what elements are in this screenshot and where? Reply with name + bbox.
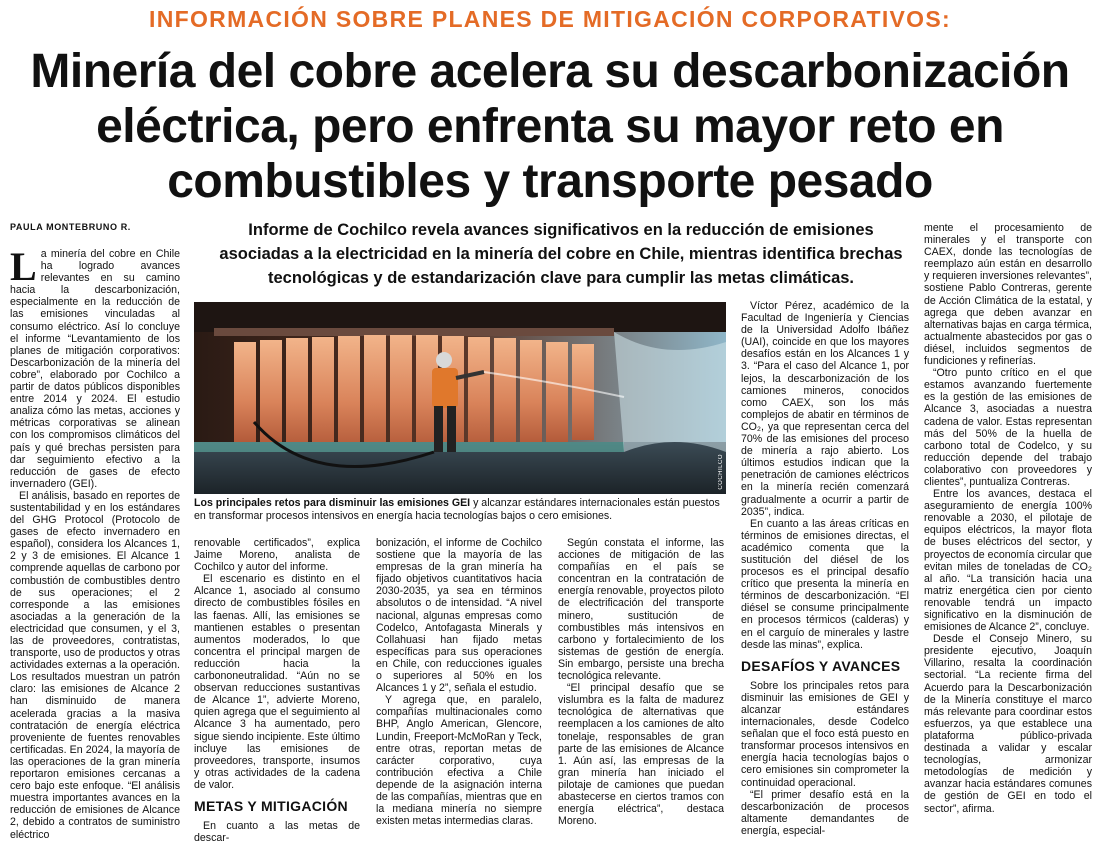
photo-credit: COCHILCO [718,454,724,490]
byline: PAULA MONTEBRUNO R. [10,222,131,232]
article-paragraph: “Otro punto crítico en el que estamos avanzando fuertemente es la gestión de las emisiones de Alcance 3, asociadas a nuestra cadena de valor. Estas representan más del 50% de la huella de carbono total de Codelco, y su reducción depende del trabajo colaborativo con proveedores y clientes”, puntualiza Contreras. [924,367,1092,488]
headline-line: eléctrica, pero enfrenta su mayor reto en [96,100,1004,153]
article-paragraph: En cuanto a las metas de descar- [194,820,360,844]
article-photo [194,302,726,494]
photo-caption: Los principales retos para disminuir las emisiones GEI y alcanzar estándares internacionales están puestos en transformar procesos intensivos en energía hacia tecnologías bajos o cero emisiones. [194,497,720,522]
copper-cathodes-photo [194,302,726,494]
article-column-5 [741,300,909,837]
kicker: INFORMACIÓN SOBRE PLANES DE MITIGACIÓN CORPORATIVOS: [149,6,951,32]
lead-paragraph: Informe de Cochilco revela avances significativos en la reducción de emisiones asociadas a la electricidad en la minería del cobre en Chile, mientras identifica brechas tecnológicas y de estandarización clave para cumplir las metas climáticas. [219,221,903,287]
article-paragraph: Víctor Pérez, académico de la Facultad de Ingeniería y Ciencias de la Universidad Adolfo Ibáñez (UAI), coincide en que los mayores desafíos están en los Alcances 1 y 3. “Para el caso del Alcance 1, por lejos, la descarbonización de los camiones mineros, conocidos como CAEX, son los más complejos de abatir en términos de CO₂, ya que representan cerca del 70% de las emisiones del proceso de minería a rajo abierto. Los últimos estudios indican que la penetración de camiones eléctricos en la minería recién comenzará gradualmente a ocurrir a partir de 2035”, indica. [741,300,909,518]
drop-cap: L [10,244,37,289]
article-column-2 [194,537,360,844]
article-paragraph: “El primer desafío está en la descarbonización de procesos altamente demandantes de energía, especial- [741,788,909,837]
article-paragraph: Según constata el informe, las acciones de mitigación de las compañías en el país se concentran en la contratación de energía renovable, proyectos piloto de electrificación del transporte minero, sustitución de combustibles más intensivos en carbono y fortalecimiento de los sistemas de gestión de energía. Sin embargo, persiste una brecha tecnológica relevante. [558,537,724,683]
article-paragraph: El análisis, basado en reportes de sustentabilidad y en los estándares del GHG Protocol (Protocolo de gases de efecto invernadero en español), considera los Alcances 1, 2 y 3 de emisiones. El Alcance 1 comprende aquellas de carbono por combustión de combustibles dentro de sus operaciones; el 2 corresponde a las emisiones asociadas a la generación de la electricidad que consumen, y el 3, las de proveedores, contratistas, transporte, uso de productos y otras actividades externas a la operación. Los resultados muestran un patrón claro: las emisiones de Alcance 2 han disminuido de manera acelerada gracias a la masiva contratación de energía eléctrica proveniente de fuentes renovables certificadas. En 2024, la mayoría de las operaciones de la gran minería reportaron emisiones cercanas a cero bajo este enfoque. “El análisis muestra importantes avances en la reducción de emisiones de Alcance 2, debido a contratos de suministro eléctrico [10,489,180,841]
article-paragraph: Desde el Consejo Minero, su presidente ejecutivo, Joaquín Villarino, resalta la coordinación sectorial. “La reciente firma del Acuerdo para la Descarbonización de la Minería constituye el marco más relevante para coordinar estos esfuerzos, ya que establece una plataforma público-privada destinada a validar y escalar tecnologías, armonizar metodologías de medición y avanzar hacia estándares comunes de gestión de GEI en todo el sector”, afirma. [924,633,1092,815]
article-paragraph: “El principal desafío que se vislumbra es la falta de madurez tecnológica de alternativas que reemplacen a los camiones de alto tonelaje, responsables de gran parte de las emisiones de Alcance 1. Aún así, las empresas de la gran minería han iniciado el pilotaje de camiones que puedan abastecerse en ciertos tramos con energía eléctrica”, destaca Moreno. [558,682,724,828]
article-paragraph: El escenario es distinto en el Alcance 1, asociado al consumo directo de combustibles fósiles en las faenas. Allí, las emisiones se mantienen estables o presentan aumentos moderados, lo que concentra el principal margen de reducción hacia la carbononeutralidad. “Aún no se observan reducciones sustantivas de Alcance 1”, advierte Moreno, quien agrega que el seguimiento al Alcance 3 ha aumentado, pero sigue siendo incipiente. Este último incluye las emisiones de proveedores, transporte, insumos y otras actividades de la cadena de valor. [194,573,360,791]
article-column-3 [376,537,542,837]
article-paragraph: Entre los avances, destaca el aseguramiento de energía 100% renovable a 2030, el pilotaje de equipos eléctricos, la mayor flota de buses eléctricos del sector, y proyectos de economía circular que evitan miles de toneladas de CO₂ al año. “La transición hacia una matriz energética cien por ciento renovable tendrá un impacto significativo en la disminución de emisiones de Alcance 2”, concluye. [924,488,1092,634]
section-subhead: METAS Y MITIGACIÓN [194,797,348,814]
section-subhead: DESAFÍOS Y AVANCES [741,657,901,674]
article-paragraph: mente el procesamiento de minerales y el transporte con CAEX, donde las tecnologías de reemplazo aún están en desarrollo y requieren inversiones relevantes”, sostiene Pablo Contreras, gerente de Acción Climática de la estatal, y agrega que deben avanzar en alternativas bajas en carga térmica, actualmente abastecidos por gas o diésel, incluidos segmentos de fundiciones y refinerías. [924,222,1092,368]
article-column-4 [558,537,724,837]
headline-line: Minería del cobre acelera su descarbonización [30,45,1070,98]
article-paragraph: bonización, el informe de Cochilco sostiene que la mayoría de las empresas de la gran minería ha fijado objetivos cuantitativos hacia 2030-2035, ya sea en términos absolutos o de intensidad. “A nivel nacional, algunas empresas como Codelco, Antofagasta Minerals y Collahuasi han fijado metas específicas para sus operaciones en Chile, con reducciones iguales o superiores al 50% en los Alcances 1 y 2”, señala el estudio. [376,537,542,695]
article-paragraph: La minería del cobre en Chile ha logrado avances relevantes en su camino hacia la descarbonización, especialmente en la reducción de las emisiones vinculadas al consumo eléctrico. Así lo concluye el informe “Levantamiento de los planes de mitigación corporativos: Descarbonización de la minería del cobre”, elaborado por Cochilco a partir de datos públicos disponibles entre 2014 y 2024. El estudio analiza cómo las metas, acciones y métricas corporativas se alinean con los compromisos climáticos del país y qué brechas persisten para dar seguimiento efectivo a la reducción de gases de efecto invernadero (GEI). [10,244,180,490]
article-paragraph: renovable certificados”, explica Jaime Moreno, analista de Cochilco y autor del informe. [194,537,360,574]
article-paragraph: Y agrega que, en paralelo, compañías multinacionales como BHP, Anglo American, Glencore, Lundin, Freeport-McMoRan y Teck, entre otras, reportan metas de carácter corporativo, cuya contribución efectiva a Chile depende de la asignación interna de las compañías, mientras que en la mediana minería no siempre existen metas intermedias claras. [376,694,542,828]
article-paragraph: En cuanto a las áreas críticas en términos de emisiones directas, el académico comenta que la sustitución del diésel de los procesos es el principal desafío crítico que presenta la minería en términos de descarbonización. “El diésel se consume principalmente en procesos térmicos (calderas) y en el carguío de minerales y lastre desde las minas”, explica. [741,517,909,651]
headline-line: combustibles y transporte pesado [167,155,933,208]
article-column-1 [10,244,180,841]
headline [0,44,1100,209]
article-column-6 [924,222,1092,837]
article-paragraph: Sobre los principales retos para disminuir las emisiones de GEI y alcanzar estándares internacionales, desde Codelco señalan que el foco está puesto en transformar procesos intensivos en energía hacia tecnologías bajos o cero emisiones sin comprometer la continuidad operacional. [741,679,909,789]
